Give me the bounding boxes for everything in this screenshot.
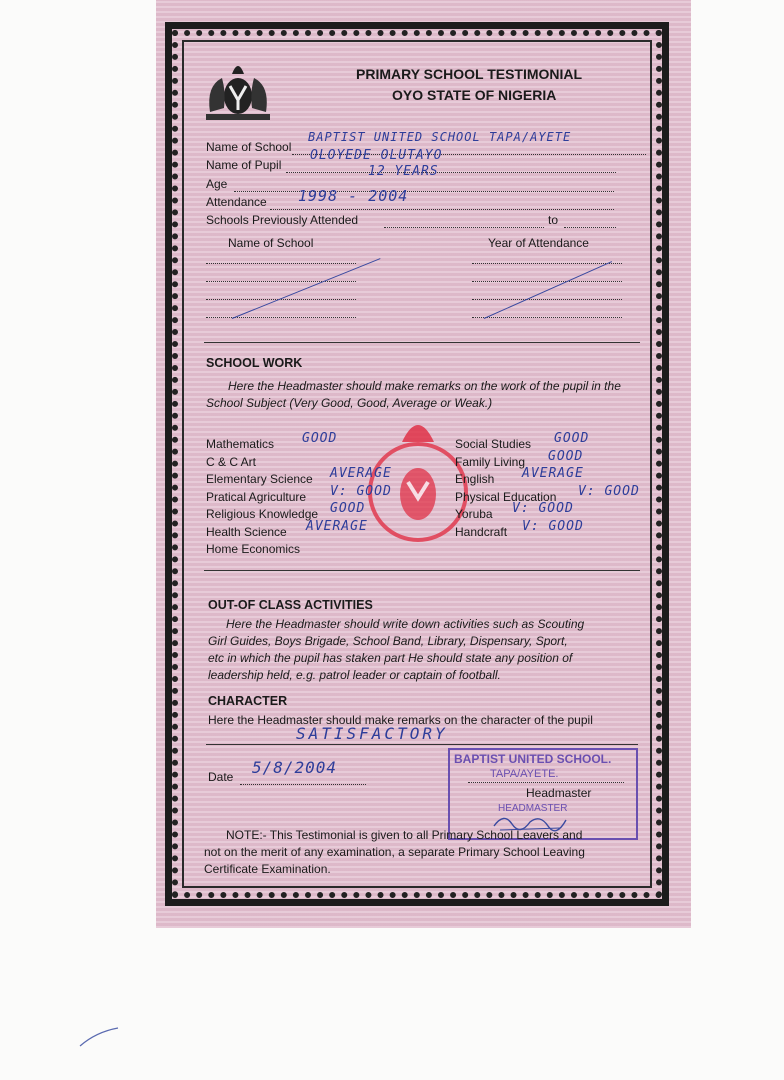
activities-line: Girl Guides, Boys Brigade, School Band, Library, Dispensary, Sport, xyxy=(208,634,568,648)
left-subject-label: Pratical Agriculture xyxy=(206,489,307,504)
left-subject-label: Health Science xyxy=(206,524,287,539)
col-name-of-school: Name of School xyxy=(228,236,314,250)
note-line: Certificate Examination. xyxy=(204,862,331,876)
note-line: not on the merit of any examination, a separate Primary School Leaving xyxy=(204,845,585,859)
right-subject-grade: V: GOOD xyxy=(578,483,640,499)
previous-schools-label: Schools Previously Attended xyxy=(206,213,359,227)
document-title: PRIMARY SCHOOL TESTIMONIAL xyxy=(356,66,583,82)
age-line xyxy=(234,191,614,192)
school-work-heading: SCHOOL WORK xyxy=(206,356,303,370)
left-subject-grade: AVERAGE xyxy=(330,466,392,481)
pupil-name-line xyxy=(286,172,616,173)
activities-line: etc in which the pupil has staken part He should state any position of xyxy=(208,651,573,665)
date-line xyxy=(240,784,366,785)
school-name-value: BAPTIST UNITED SCHOOL TAPA/AYETE xyxy=(308,130,572,144)
pen-mark-icon xyxy=(78,1026,124,1052)
school-work-instruction: Here the Headmaster should make remarks on the work of the pupil in the School Subject (Very Good, Good, Average or Weak.) xyxy=(206,379,621,410)
stamp-school-name: BAPTIST UNITED SCHOOL. xyxy=(454,752,612,766)
right-subject-label: Family Living xyxy=(455,454,526,469)
right-subject-label: Social Studies xyxy=(455,437,532,451)
age-value: 12 YEARS xyxy=(368,164,439,179)
prev-row-line xyxy=(472,263,622,264)
pupil-name-value: OLOYEDE OLUTAYO xyxy=(310,148,443,163)
document-subtitle: OYO STATE OF NIGERIA xyxy=(392,87,557,103)
headmaster-line xyxy=(468,782,624,783)
right-subject-grade: GOOD xyxy=(554,431,590,446)
date-label: Date xyxy=(208,770,234,784)
right-subject-grade: GOOD xyxy=(548,448,584,464)
pupil-name-label: Name of Pupil xyxy=(206,158,282,172)
coat-of-arms-icon xyxy=(196,56,280,126)
character-heading: CHARACTER xyxy=(208,694,288,708)
prev-row-line xyxy=(206,281,356,282)
right-subject-label: Handcraft xyxy=(455,524,508,539)
stamp-town: TAPA/AYETE. xyxy=(490,768,559,780)
stamp-headmaster: HEADMASTER xyxy=(498,803,568,814)
prev-row-line xyxy=(472,317,622,318)
prev-row-line xyxy=(472,281,622,282)
character-line xyxy=(206,744,638,745)
prev-row-line xyxy=(472,299,622,300)
attendance-label: Attendance xyxy=(206,195,267,209)
headmaster-label: Headmaster xyxy=(526,786,592,800)
activities-heading: OUT-OF CLASS ACTIVITIES xyxy=(208,598,373,612)
attendance-value: 1998 - 2004 xyxy=(298,187,409,205)
left-subject-label: Mathematics xyxy=(206,437,275,451)
character-value: SATISFACTORY xyxy=(296,724,448,743)
note-line: NOTE:- This Testimonial is given to all Primary School Leavers and xyxy=(226,828,583,842)
left-subject-grade: GOOD xyxy=(302,431,338,446)
activities-line: leadership held, e.g. patrol leader or captain of football. xyxy=(208,668,501,682)
left-subject-grade: V: GOOD xyxy=(330,483,392,499)
prev-row-line xyxy=(206,317,356,318)
attendance-line xyxy=(270,209,614,210)
left-subject-label: Religious Knowledge xyxy=(206,507,319,521)
col-year-of-attendance: Year of Attendance xyxy=(488,236,589,250)
character-instruction: Here the Headmaster should make remarks on the character of the pupil xyxy=(208,713,593,727)
previous-schools-to-line xyxy=(564,227,616,228)
section-divider xyxy=(204,570,640,571)
right-subject-label: Yoruba xyxy=(455,507,493,521)
left-subject-label: Elementary Science xyxy=(206,472,313,486)
right-subject-grade: AVERAGE xyxy=(522,466,584,481)
left-subject-label: Home Economics xyxy=(206,542,301,556)
right-subject-grade: V: GOOD xyxy=(522,518,584,534)
school-name-label: Name of School xyxy=(206,140,292,154)
left-subject-grade: AVERAGE xyxy=(306,518,368,534)
left-subject-grade: GOOD xyxy=(330,501,366,516)
previous-schools-to: to xyxy=(548,213,559,227)
right-subject-label: English xyxy=(455,472,495,486)
age-label: Age xyxy=(206,177,228,191)
activities-line: Here the Headmaster should write down activities such as Scouting xyxy=(226,617,585,631)
left-subject-label: C & C Art xyxy=(206,454,257,469)
right-subject-grade: V: GOOD xyxy=(512,501,574,516)
section-divider xyxy=(204,342,640,343)
previous-schools-line xyxy=(384,227,544,228)
date-value: 5/8/2004 xyxy=(252,758,338,777)
prev-row-line xyxy=(206,263,356,264)
right-subject-label: Physical Education xyxy=(455,489,557,504)
